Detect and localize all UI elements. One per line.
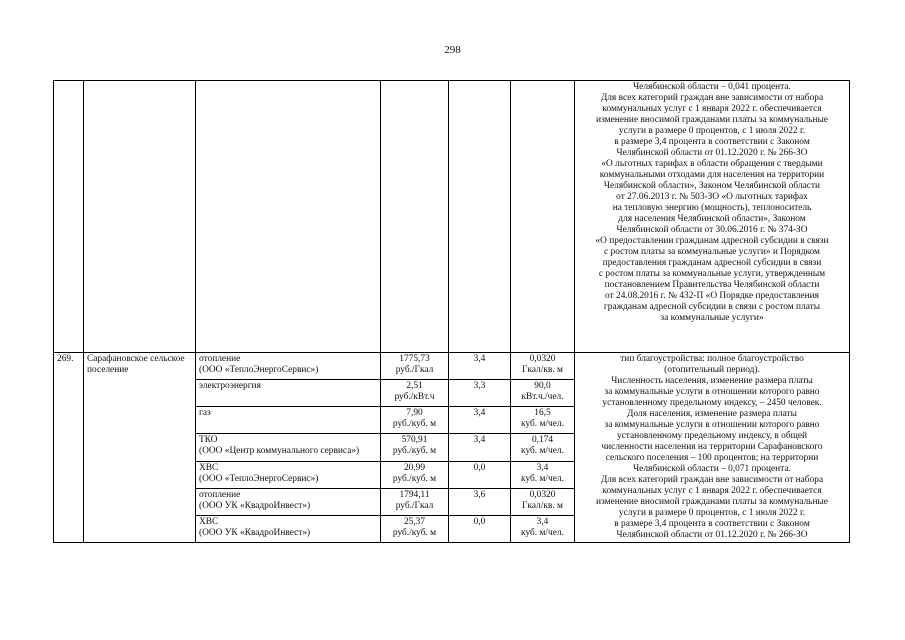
note-line: тип благоустройства: полное благоустройство xyxy=(620,354,804,364)
service-name: ХВС xyxy=(199,516,219,527)
index-cell: 3,4 xyxy=(449,353,511,380)
tariff-cell xyxy=(381,461,449,488)
service-cell xyxy=(196,434,381,461)
service-name: ТКО xyxy=(199,435,218,446)
volume-cell xyxy=(511,407,575,434)
service-provider: (ООО УК «КвадроИнвест») xyxy=(199,500,311,511)
note-line: в размере 3,4 процента в соответствии с Законом xyxy=(614,137,810,147)
note-line: установленному предельному индексу, в общей xyxy=(616,431,808,441)
tariff-unit: руб./Гкал xyxy=(395,365,434,375)
service-name: ХВС xyxy=(199,462,219,473)
tariff-cell xyxy=(381,380,449,407)
service-cell xyxy=(196,515,381,542)
tariff-cell xyxy=(381,515,449,542)
note-line: «О льготных тарифах в области обращения с твердыми xyxy=(601,159,823,169)
notes-cell xyxy=(575,81,850,353)
note-line: Для всех категорий граждан вне зависимости от набора xyxy=(600,93,824,103)
service-name: отопление xyxy=(199,354,241,364)
note-line: численности населения на территории Сарафановского xyxy=(601,442,823,452)
note-line: за коммунальные услуги в отношении которого равно xyxy=(604,420,820,430)
service-cell xyxy=(196,461,381,488)
volume-value: 90,0 xyxy=(534,381,551,392)
volume-value: 3,4 xyxy=(536,516,549,527)
service-name: газ xyxy=(199,408,211,419)
tariff-cell xyxy=(381,407,449,434)
note-line: коммунальными отходами для населения на территории xyxy=(599,170,825,180)
tariff-value: 1775,73 xyxy=(399,354,430,364)
note-line: установленному предельному индексу, – 2450 человек. xyxy=(602,398,822,408)
service-provider: (ООО «ТеплоЭнергоСервис») xyxy=(199,365,319,375)
municipality-name: Сарафановское сельское поселение xyxy=(84,353,196,543)
note-line: Челябинской области от 01.12.2020 г. № 266-ЗО xyxy=(616,530,808,540)
continued-row xyxy=(54,81,850,353)
tariff-unit: руб./куб. м xyxy=(392,527,437,538)
tariff-unit: руб./Гкал xyxy=(395,500,434,511)
volume-unit: Гкал/кв. м xyxy=(522,365,563,375)
volume-unit: куб. м/чел. xyxy=(521,473,564,484)
cell-volume xyxy=(511,81,575,353)
volume-value: 3,4 xyxy=(536,462,549,473)
volume-value: 0,174 xyxy=(531,435,554,446)
note-line: Челябинской области от 30.06.2016 г. № 374-ЗО xyxy=(616,225,808,235)
index-cell: 3,4 xyxy=(449,434,511,461)
volume-value: 16,5 xyxy=(534,408,551,419)
tariff-unit: руб./кВт.ч xyxy=(394,392,435,403)
table-row-269 xyxy=(54,353,850,380)
note-line: услуги в размере 0 процентов, с 1 июля 2022 г. xyxy=(618,126,806,136)
service-provider: (ООО УК «КвадроИнвест») xyxy=(199,527,311,538)
service-provider: (ООО «Центр коммунального сервиса») xyxy=(199,446,360,457)
note-line: Челябинской области – 0,071 процента. xyxy=(633,464,791,474)
volume-unit: кВт.ч./чел. xyxy=(521,392,564,403)
volume-unit: куб. м/чел. xyxy=(521,446,564,457)
volume-value: 0,0320 xyxy=(529,489,556,500)
tariff-value: 25,37 xyxy=(403,516,426,527)
service-name: электроэнергия xyxy=(199,381,261,392)
volume-unit: Гкал/кв. м xyxy=(522,500,563,511)
note-line: постановлением Правительства Челябинской области xyxy=(604,280,820,290)
note-line: коммунальных услуг с 1 января 2022 г. обеспечивается xyxy=(602,104,822,114)
volume-cell xyxy=(511,434,575,461)
service-cell xyxy=(196,407,381,434)
cell-service xyxy=(196,81,381,353)
note-line: с ростом платы за коммунальные услуги, утвержденным xyxy=(598,269,826,279)
service-provider: (ООО «ТеплоЭнергоСервис») xyxy=(199,473,319,484)
volume-cell xyxy=(511,380,575,407)
cell-number xyxy=(54,81,84,353)
tariff-cell xyxy=(381,353,449,380)
volume-unit: куб. м/чел. xyxy=(521,527,564,538)
volume-cell xyxy=(511,461,575,488)
cell-tariff xyxy=(381,81,449,353)
service-cell xyxy=(196,488,381,515)
index-cell: 0,0 xyxy=(449,515,511,542)
index-cell: 3,6 xyxy=(449,488,511,515)
note-line: (отопительный период). xyxy=(664,365,760,375)
note-line: Численность населения, изменение размера платы xyxy=(611,376,813,386)
index-cell: 0,0 xyxy=(449,461,511,488)
note-line: изменение вносимой гражданами платы за коммунальные xyxy=(596,115,828,125)
cell-municipality xyxy=(84,81,196,353)
tariff-unit: руб./куб. м xyxy=(392,446,437,457)
note-line: в размере 3,4 процента в соответствии с Законом xyxy=(614,519,810,529)
note-line: за коммунальные услуги в отношении которого равно xyxy=(604,387,820,397)
note-line: Доля населения, изменение размера платы xyxy=(627,409,797,419)
note-line: Для всех категорий граждан вне зависимости от набора xyxy=(600,475,824,485)
service-cell xyxy=(196,353,381,380)
note-line: Челябинской области – 0,041 процента. xyxy=(633,82,791,92)
tariff-cell xyxy=(381,488,449,515)
tariff-unit: руб./куб. м xyxy=(392,419,437,430)
service-name: отопление xyxy=(199,489,241,500)
tariff-value: 570,91 xyxy=(401,435,428,446)
note-line: с ростом платы за коммунальные услуги» и Порядком xyxy=(604,247,820,257)
tariff-value: 1794,11 xyxy=(399,489,430,500)
volume-unit: куб. м/чел. xyxy=(521,419,564,430)
volume-cell xyxy=(511,515,575,542)
note-line: сельского поселения – 100 процентов; на территории xyxy=(605,453,819,463)
note-line: изменение вносимой гражданами платы за коммунальные xyxy=(596,497,828,507)
volume-cell xyxy=(511,353,575,380)
tariff-unit: руб./куб. м xyxy=(392,473,437,484)
note-line: на тепловую энергию (мощность), теплоноситель xyxy=(612,203,812,213)
note-line: за коммунальные услуги» xyxy=(660,313,764,323)
cell-index xyxy=(449,81,511,353)
note-line: «О предоставлении гражданам адресной субсидии в связи xyxy=(595,236,829,246)
volume-cell xyxy=(511,488,575,515)
note-line: от 27.06.2013 г. № 503-ЗО «О льготных тарифах xyxy=(616,192,808,202)
tariff-value: 20,99 xyxy=(403,462,426,473)
index-cell: 3,3 xyxy=(449,380,511,407)
tariff-table xyxy=(53,80,850,543)
note-line: Челябинской области», Законом Челябинской области xyxy=(603,181,821,191)
index-cell: 3,4 xyxy=(449,407,511,434)
note-line: Челябинской области от 01.12.2020 г. № 266-ЗО xyxy=(616,148,808,158)
note-line: коммунальных услуг с 1 января 2022 г. обеспечивается xyxy=(602,486,822,496)
note-line: услуги в размере 0 процентов, с 1 июля 2022 г. xyxy=(618,508,806,518)
volume-value: 0,0320 xyxy=(529,354,556,364)
row-number: 269. xyxy=(54,353,84,543)
note-line: предоставления гражданам адресной субсидии в связи xyxy=(602,258,822,268)
notes-cell xyxy=(575,353,850,543)
note-line: для населения Челябинской области», Законом xyxy=(618,214,806,224)
service-cell xyxy=(196,380,381,407)
page-number: 298 xyxy=(444,44,461,56)
note-line: от 24.08.2016 г. № 432-П «О Порядке предоставления xyxy=(605,291,819,301)
tariff-cell xyxy=(381,434,449,461)
note-line: гражданам адресной субсидии в связи с ростом платы xyxy=(603,302,821,312)
tariff-value: 2,51 xyxy=(406,381,423,392)
tariff-value: 7,90 xyxy=(406,408,423,419)
